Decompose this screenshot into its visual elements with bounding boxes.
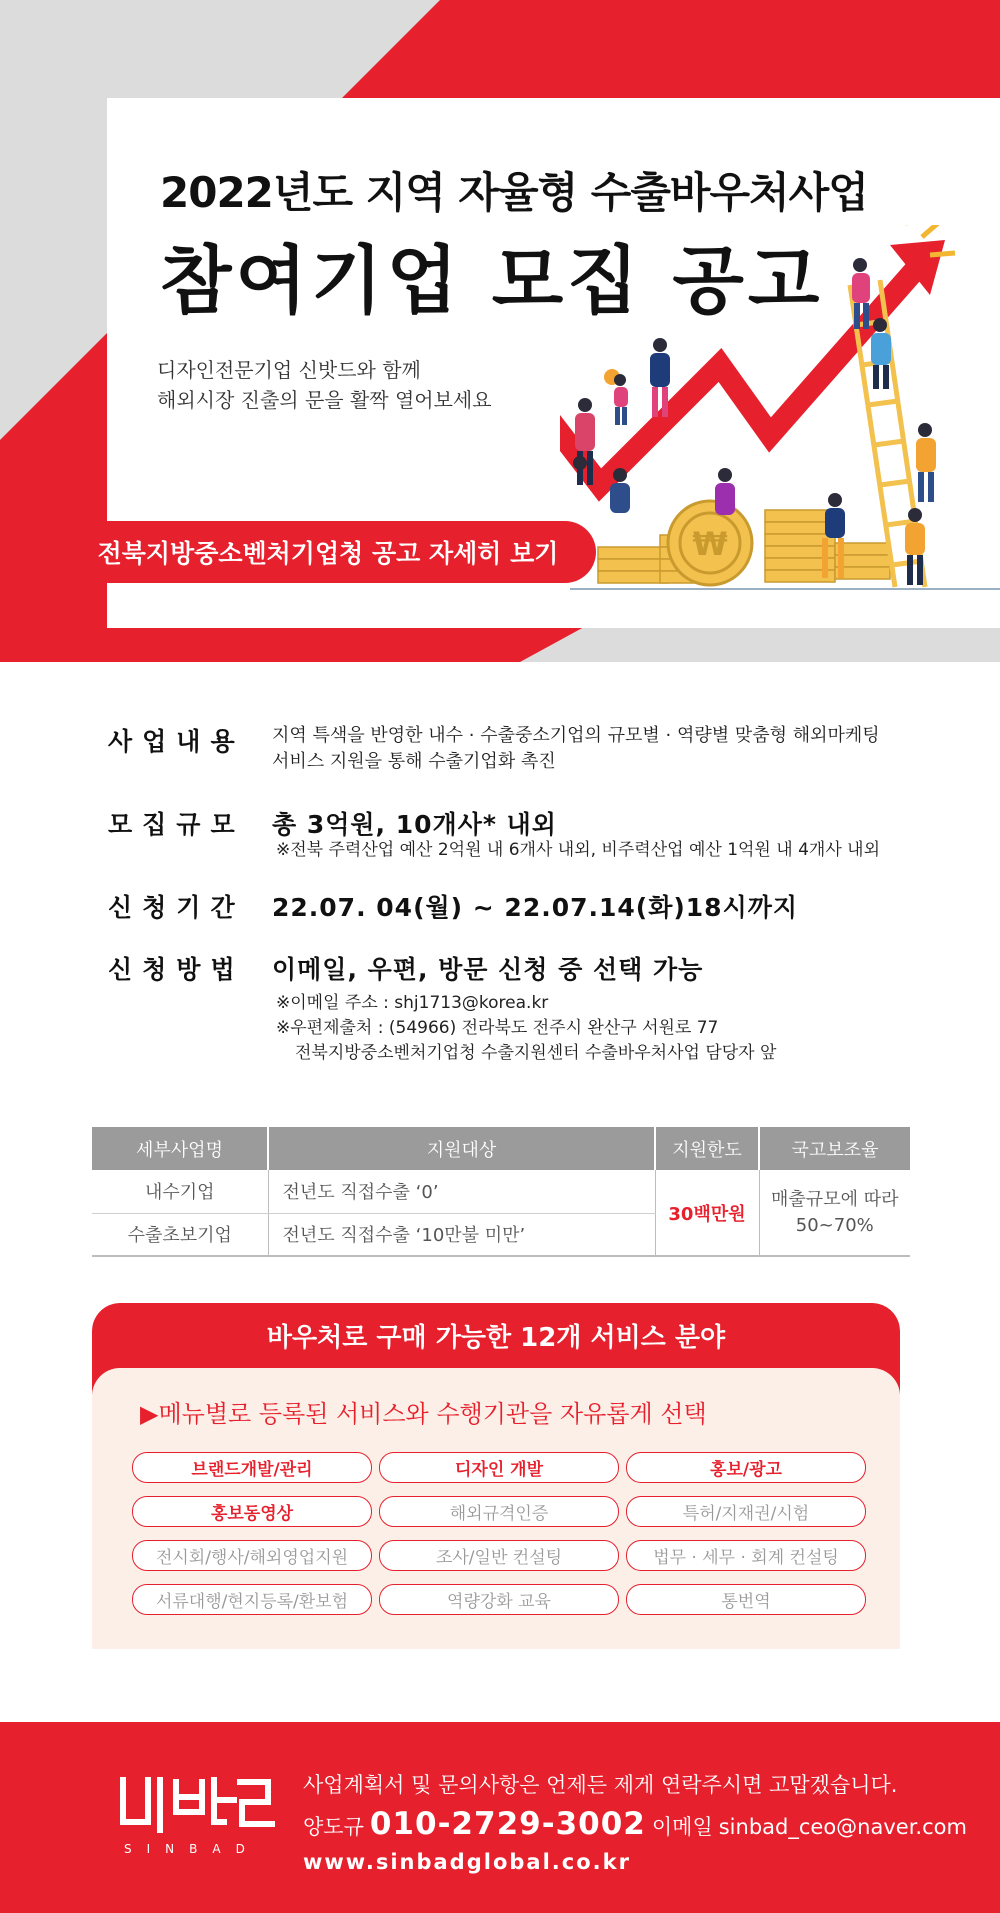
service-chip[interactable]: 서류대행/현지등록/환보험 bbox=[132, 1584, 372, 1615]
method-email-note: ※이메일 주소 : shj1713@korea.kr bbox=[276, 993, 549, 1013]
program-name: 수출초보기업 bbox=[92, 1213, 268, 1256]
service-chip[interactable]: 해외규격인증 bbox=[379, 1496, 619, 1527]
growth-arrow-illustration bbox=[560, 225, 1000, 595]
business-desc bbox=[272, 723, 880, 775]
hero-subtitle-line2: 해외시장 진출의 문을 활짝 열어보세요 bbox=[157, 388, 492, 412]
business-label: 사업내용 bbox=[108, 727, 245, 756]
method-post-note: ※우편제출처 : (54966) 전라북도 전주시 완산구 서원로 77 bbox=[276, 1018, 719, 1038]
page-title-line1: 2022년도 지역 자율형 수출바우처사업 bbox=[160, 168, 868, 217]
hero-subtitle bbox=[157, 355, 492, 415]
hero-banner bbox=[0, 0, 1000, 662]
table-row bbox=[92, 1170, 910, 1213]
service-chip[interactable]: 브랜드개발/관리 bbox=[132, 1452, 372, 1483]
support-table bbox=[92, 1127, 910, 1257]
subsidy-rate-line2: 50~70% bbox=[795, 1214, 874, 1236]
page-title-line2: 참여기업 모집 공고 bbox=[160, 238, 824, 324]
contact-details bbox=[303, 1806, 967, 1842]
period-main: 22.07. 04(월) ~ 22.07.14(화)18시까지 bbox=[272, 893, 799, 922]
contact-email[interactable]: sinbad_ceo@naver.com bbox=[718, 1815, 967, 1839]
contact-footer bbox=[0, 1722, 1000, 1913]
voucher-lead: ▶메뉴별로 등록된 서비스와 수행기관을 자유롭게 선택 bbox=[140, 1400, 707, 1428]
col-header-rate: 국고보조율 bbox=[759, 1127, 910, 1170]
voucher-body bbox=[92, 1368, 900, 1649]
service-chip[interactable]: 홍보동영상 bbox=[132, 1496, 372, 1527]
support-limit: 30백만원 bbox=[655, 1170, 759, 1256]
svg-text:₩: ₩ bbox=[692, 525, 728, 563]
period-label: 신청기간 bbox=[108, 893, 245, 922]
hero-subtitle-line1: 디자인전문기업 신밧드와 함께 bbox=[157, 358, 421, 382]
method-post-recipient: 전북지방중소벤처기업청 수출지원센터 수출바우처사업 담당자 앞 bbox=[295, 1043, 777, 1063]
program-name: 내수기업 bbox=[92, 1170, 268, 1213]
email-label: 이메일 bbox=[651, 1815, 713, 1839]
scale-label: 모집규모 bbox=[108, 810, 245, 839]
service-chip[interactable]: 법무 · 세무 · 회계 컨설팅 bbox=[626, 1540, 866, 1571]
contact-phone[interactable]: 010-2729-3002 bbox=[369, 1806, 646, 1842]
method-main: 이메일, 우편, 방문 신청 중 선택 가능 bbox=[272, 955, 704, 984]
service-chip[interactable]: 조사/일반 컨설팅 bbox=[379, 1540, 619, 1571]
contact-name: 양도규 bbox=[303, 1815, 364, 1839]
col-header-limit: 지원한도 bbox=[655, 1127, 759, 1170]
table-header-row bbox=[92, 1127, 910, 1170]
service-chip[interactable]: 통번역 bbox=[626, 1584, 866, 1615]
service-chip[interactable]: 특허/지재권/시험 bbox=[626, 1496, 866, 1527]
service-chip-grid bbox=[132, 1452, 868, 1615]
service-chip[interactable]: 디자인 개발 bbox=[379, 1452, 619, 1483]
service-chip[interactable]: 홍보/광고 bbox=[626, 1452, 866, 1483]
col-header-target: 지원대상 bbox=[268, 1127, 655, 1170]
contact-message: 사업계획서 및 문의사항은 언제든 제게 연락주시면 고맙겠습니다. bbox=[303, 1773, 898, 1797]
sinbad-logo bbox=[118, 1772, 278, 1842]
business-desc-line2: 서비스 지원을 통해 수출기업화 촉진 bbox=[272, 751, 556, 772]
business-desc-line1: 지역 특색을 반영한 내수 · 수출중소기업의 규모별 · 역량별 맞춤형 해외마케팅 bbox=[272, 725, 880, 746]
scale-main: 총 3억원, 10개사* 내외 bbox=[272, 810, 557, 839]
method-label: 신청방법 bbox=[108, 955, 245, 984]
program-target: 전년도 직접수출 ‘0’ bbox=[268, 1170, 655, 1213]
col-header-program: 세부사업명 bbox=[92, 1127, 268, 1170]
notice-detail-button[interactable]: 전북지방중소벤처기업청 공고 자세히 보기 bbox=[60, 521, 596, 583]
scale-note: ※전북 주력산업 예산 2억원 내 6개사 내외, 비주력산업 예산 1억원 내 4개사 내외 bbox=[276, 840, 880, 860]
subsidy-rate-line1: 매출규모에 따라 bbox=[771, 1188, 899, 1210]
voucher-services-box bbox=[92, 1303, 900, 1649]
service-chip[interactable]: 전시회/행사/해외영업지원 bbox=[132, 1540, 372, 1571]
service-chip[interactable]: 역량강화 교육 bbox=[379, 1584, 619, 1615]
subsidy-rate bbox=[759, 1170, 910, 1256]
logo-subtext: SINBAD bbox=[124, 1842, 260, 1856]
website-link[interactable]: www.sinbadglobal.co.kr bbox=[303, 1850, 631, 1874]
voucher-title: 바우처로 구매 가능한 12개 서비스 분야 bbox=[92, 1303, 900, 1368]
program-target: 전년도 직접수출 ‘10만불 미만’ bbox=[268, 1213, 655, 1256]
